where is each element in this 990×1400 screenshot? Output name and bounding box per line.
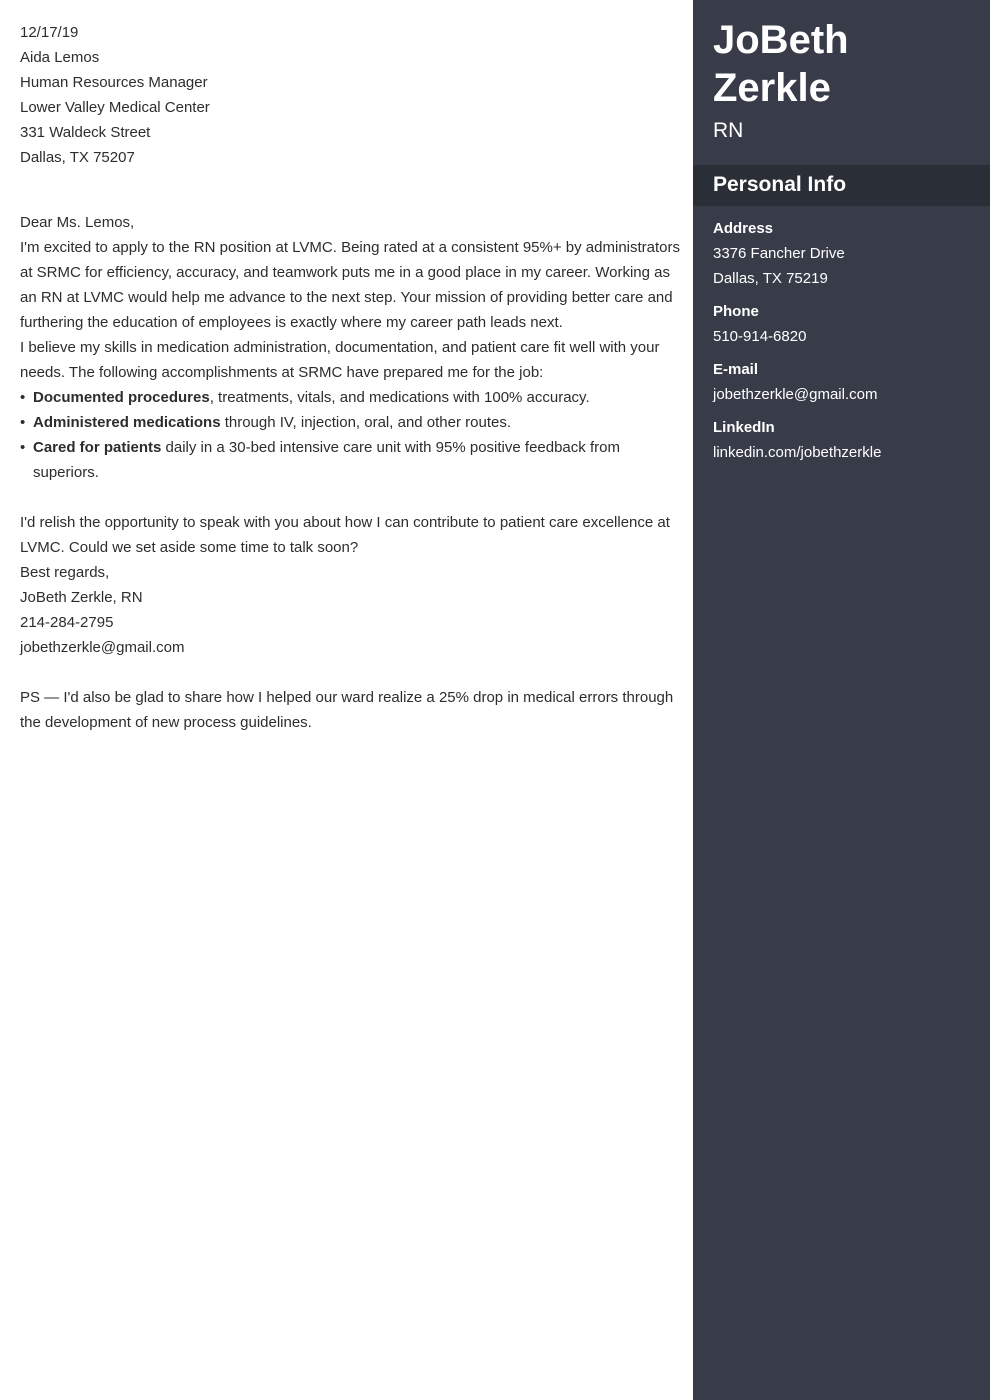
bullet-text: , treatments, vitals, and medications with 100% accuracy. bbox=[209, 389, 590, 406]
letter-date: 12/17/19 bbox=[20, 24, 79, 41]
cover-letter bbox=[20, 20, 680, 735]
signature-block bbox=[20, 585, 680, 660]
applicant-role: RN bbox=[713, 119, 744, 142]
address-group bbox=[713, 216, 978, 291]
closing-paragraph: I'd relish the opportunity to speak with you about how I can contribute to patient care excellence at LVMC. Could we set aside some time to talk soon? bbox=[20, 514, 670, 556]
list-item bbox=[20, 410, 680, 435]
skills-paragraph: I believe my skills in medication administration, documentation, and patient care fit well with your needs. The following accomplishments at SRMC have prepared me for the job: bbox=[20, 339, 660, 381]
phone-group bbox=[713, 299, 978, 349]
postscript: PS — I'd also be glad to share how I helped our ward realize a 25% drop in medical errors through the development of new process guidelines. bbox=[20, 689, 674, 731]
accomplishments-list bbox=[20, 385, 680, 485]
personal-info-header bbox=[693, 165, 990, 206]
list-item bbox=[20, 385, 680, 410]
recipient-block bbox=[20, 45, 680, 170]
recipient-name: Aida Lemos bbox=[20, 49, 100, 66]
phone-value: 510-914-6820 bbox=[713, 328, 807, 345]
email-group bbox=[713, 357, 978, 407]
section-title: Personal Info bbox=[713, 173, 847, 196]
bullet-highlight: Documented procedures bbox=[33, 389, 210, 406]
signature-email: jobethzerkle@gmail.com bbox=[20, 639, 185, 656]
email-label: E-mail bbox=[713, 361, 759, 378]
linkedin-group bbox=[713, 415, 978, 465]
recipient-street: 331 Waldeck Street bbox=[20, 124, 151, 141]
linkedin-label: LinkedIn bbox=[713, 419, 775, 436]
bullet-highlight: Administered medications bbox=[33, 414, 221, 431]
greeting: Dear Ms. Lemos, bbox=[20, 214, 135, 231]
recipient-company: Lower Valley Medical Center bbox=[20, 99, 210, 116]
bullet-highlight: Cared for patients bbox=[33, 439, 162, 456]
list-item bbox=[20, 435, 680, 485]
personal-info bbox=[713, 216, 978, 473]
signature-phone: 214-284-2795 bbox=[20, 614, 114, 631]
linkedin-value: linkedin.com/jobethzerkle bbox=[713, 444, 882, 461]
email-value: jobethzerkle@gmail.com bbox=[713, 386, 878, 403]
address-label: Address bbox=[713, 220, 774, 237]
recipient-title: Human Resources Manager bbox=[20, 74, 208, 91]
sign-off: Best regards, bbox=[20, 564, 110, 581]
applicant-name: JoBeth Zerkle bbox=[713, 18, 849, 110]
bullet-text: through IV, injection, oral, and other routes. bbox=[220, 414, 512, 431]
recipient-city: Dallas, TX 75207 bbox=[20, 149, 135, 166]
bullet-text: daily in a 30-bed intensive care unit with 95% positive feedback from superiors. bbox=[33, 439, 620, 481]
opening-paragraph: I'm excited to apply to the RN position at LVMC. Being rated at a consistent 95%+ by administrators at SRMC for efficiency, accuracy, and teamwork puts me in a good place in my career. Working as an RN at LVMC would help me advance to the next step. Your mission of providing better care and furthering the education of employees is exactly where my career path leads next. bbox=[20, 239, 680, 331]
address-line: 3376 Fancher Drive bbox=[713, 245, 845, 262]
phone-label: Phone bbox=[713, 303, 759, 320]
signature-name: JoBeth Zerkle, RN bbox=[20, 589, 143, 606]
sidebar bbox=[693, 0, 990, 1400]
address-line: Dallas, TX 75219 bbox=[713, 270, 828, 287]
